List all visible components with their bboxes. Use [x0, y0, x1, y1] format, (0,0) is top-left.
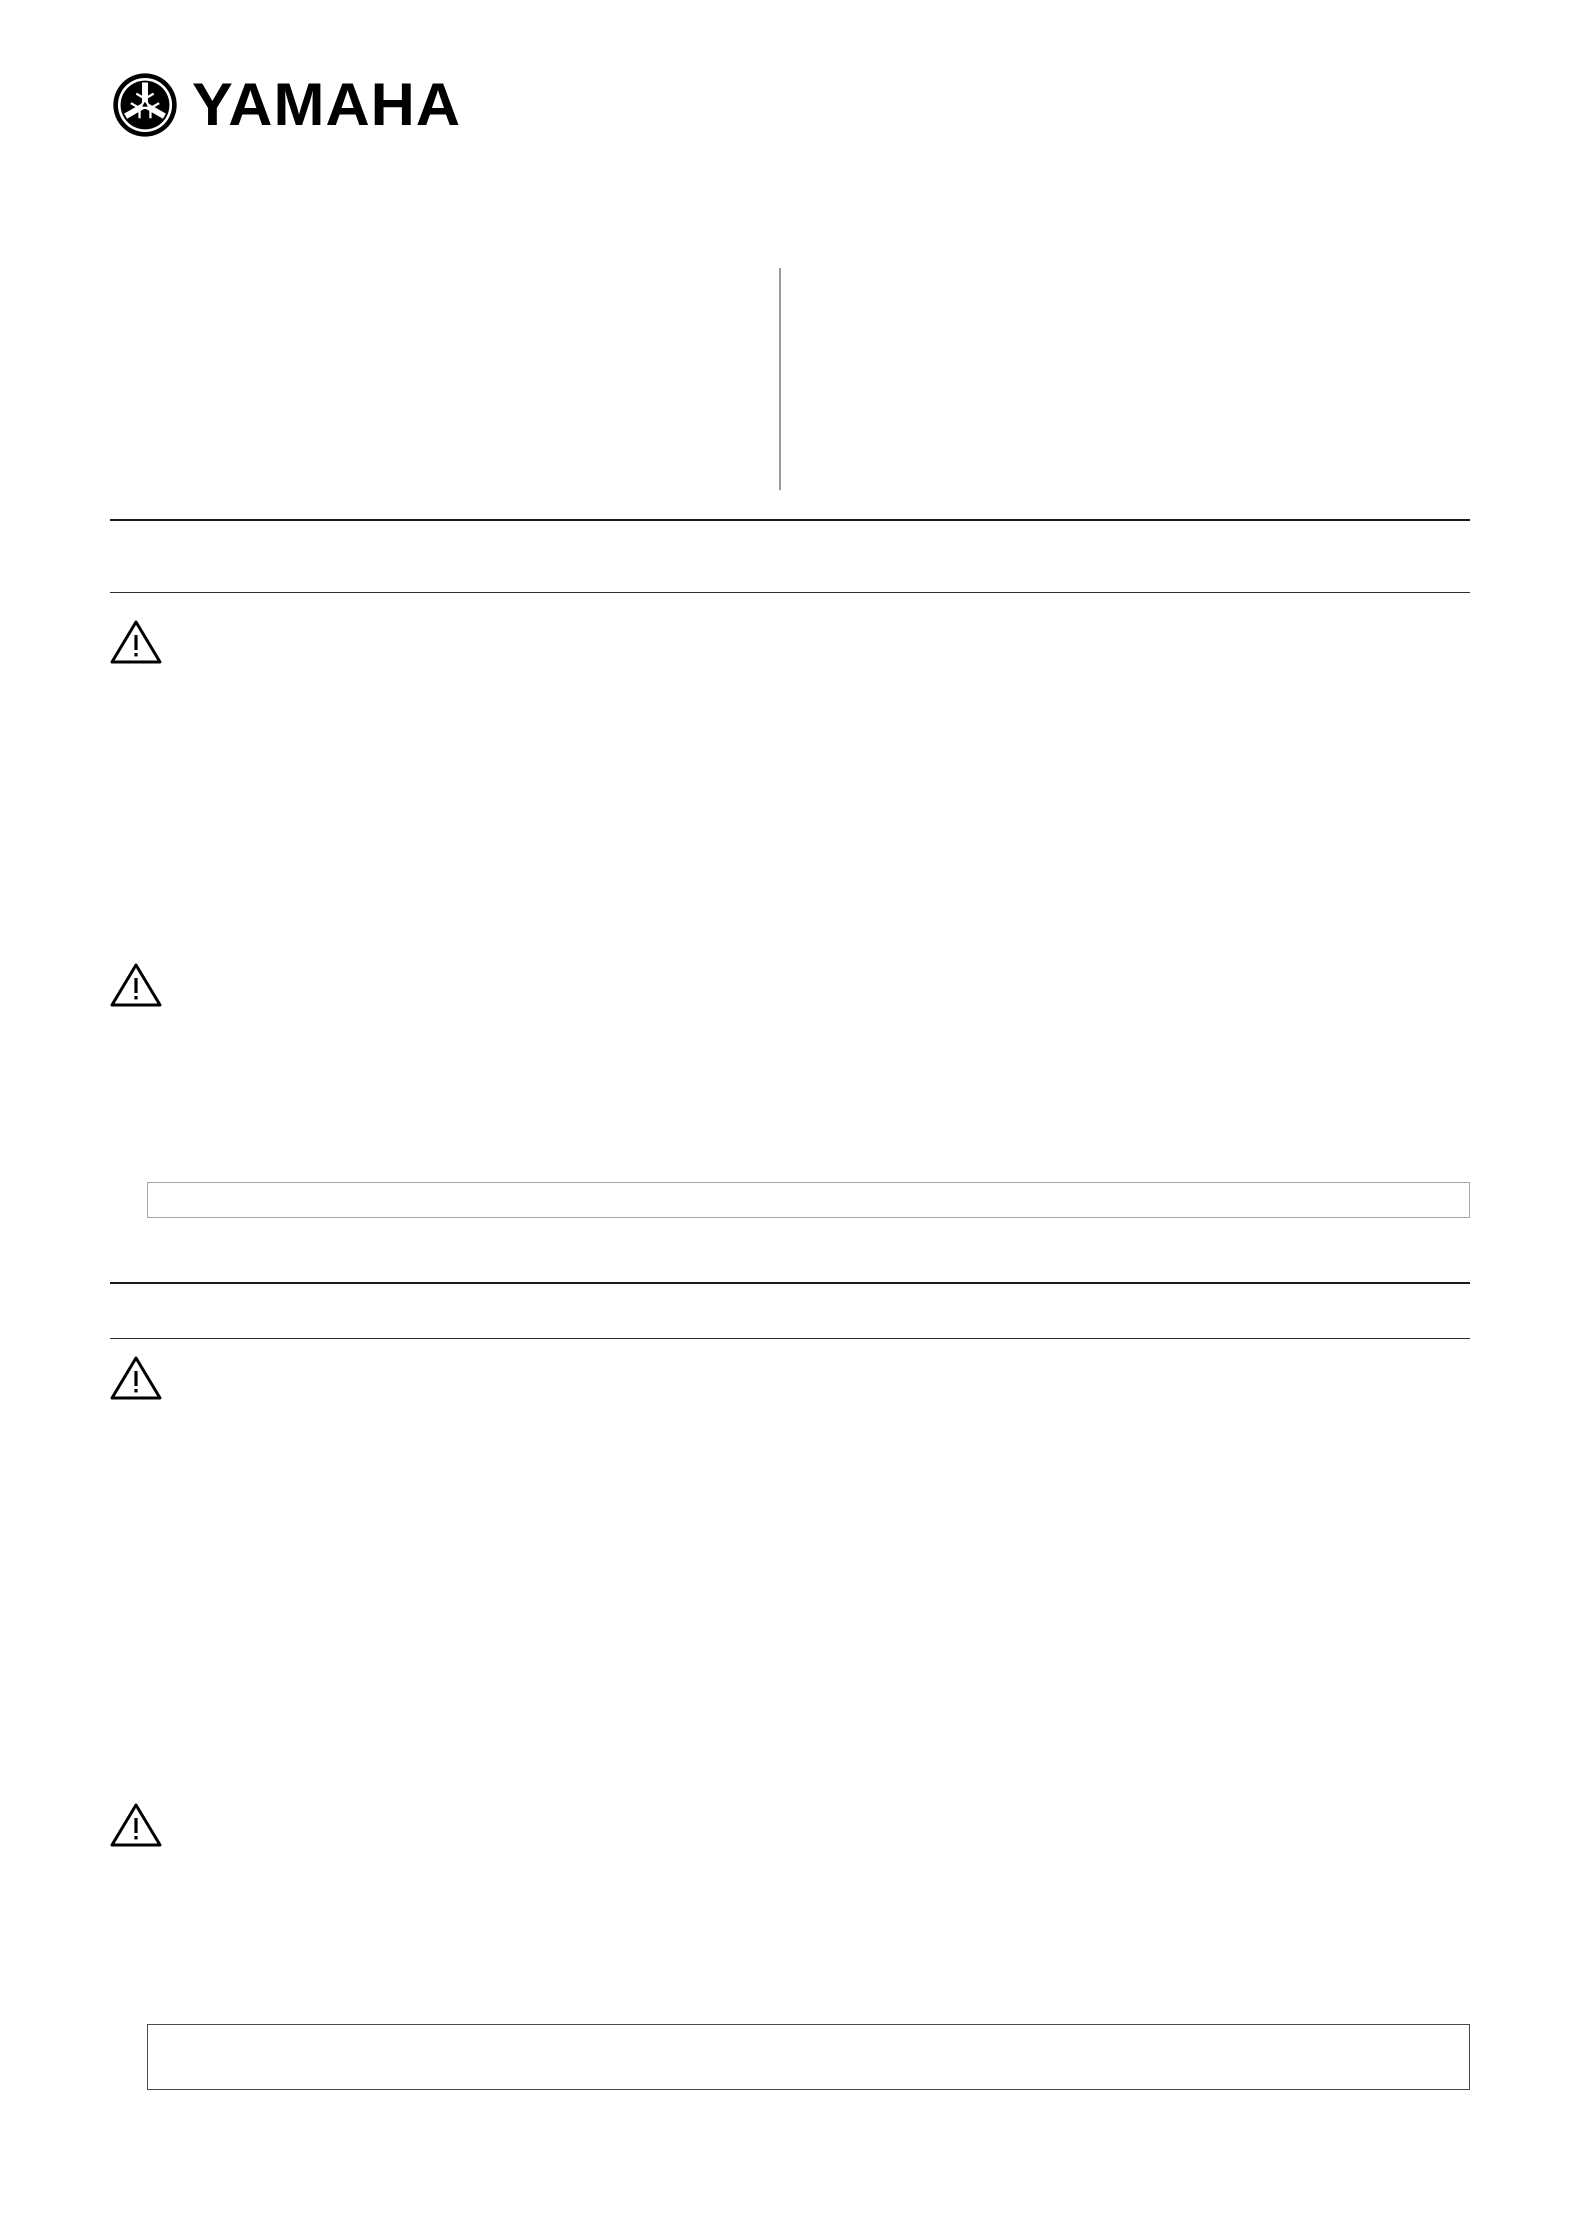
right-column-text — [800, 270, 1460, 485]
warning-triangle-icon — [110, 1355, 162, 1401]
section-1-top-rule — [110, 519, 1470, 521]
section-3-body — [180, 1353, 1470, 1783]
section-1-heading — [112, 528, 1468, 584]
yamaha-tuning-fork-logo-icon — [112, 72, 178, 138]
left-column-text — [112, 270, 752, 485]
callout-box-upper — [147, 1182, 1470, 1218]
brand-wordmark: YAMAHA — [192, 71, 462, 138]
column-divider — [779, 268, 781, 490]
warning-triangle-icon — [110, 619, 162, 665]
section-2-body — [180, 960, 1470, 1145]
section-4-body — [180, 1800, 1470, 1995]
section-3-top-rule — [110, 1282, 1470, 1284]
section-3-bottom-rule — [110, 1338, 1470, 1339]
warning-triangle-icon — [110, 1802, 162, 1848]
brand-logo — [112, 71, 462, 138]
section-1-bottom-rule — [110, 592, 1470, 593]
callout-box-lower — [147, 2024, 1470, 2090]
warning-triangle-icon — [110, 962, 162, 1008]
section-1-body — [180, 618, 1470, 868]
section-3-heading — [112, 1290, 1468, 1332]
